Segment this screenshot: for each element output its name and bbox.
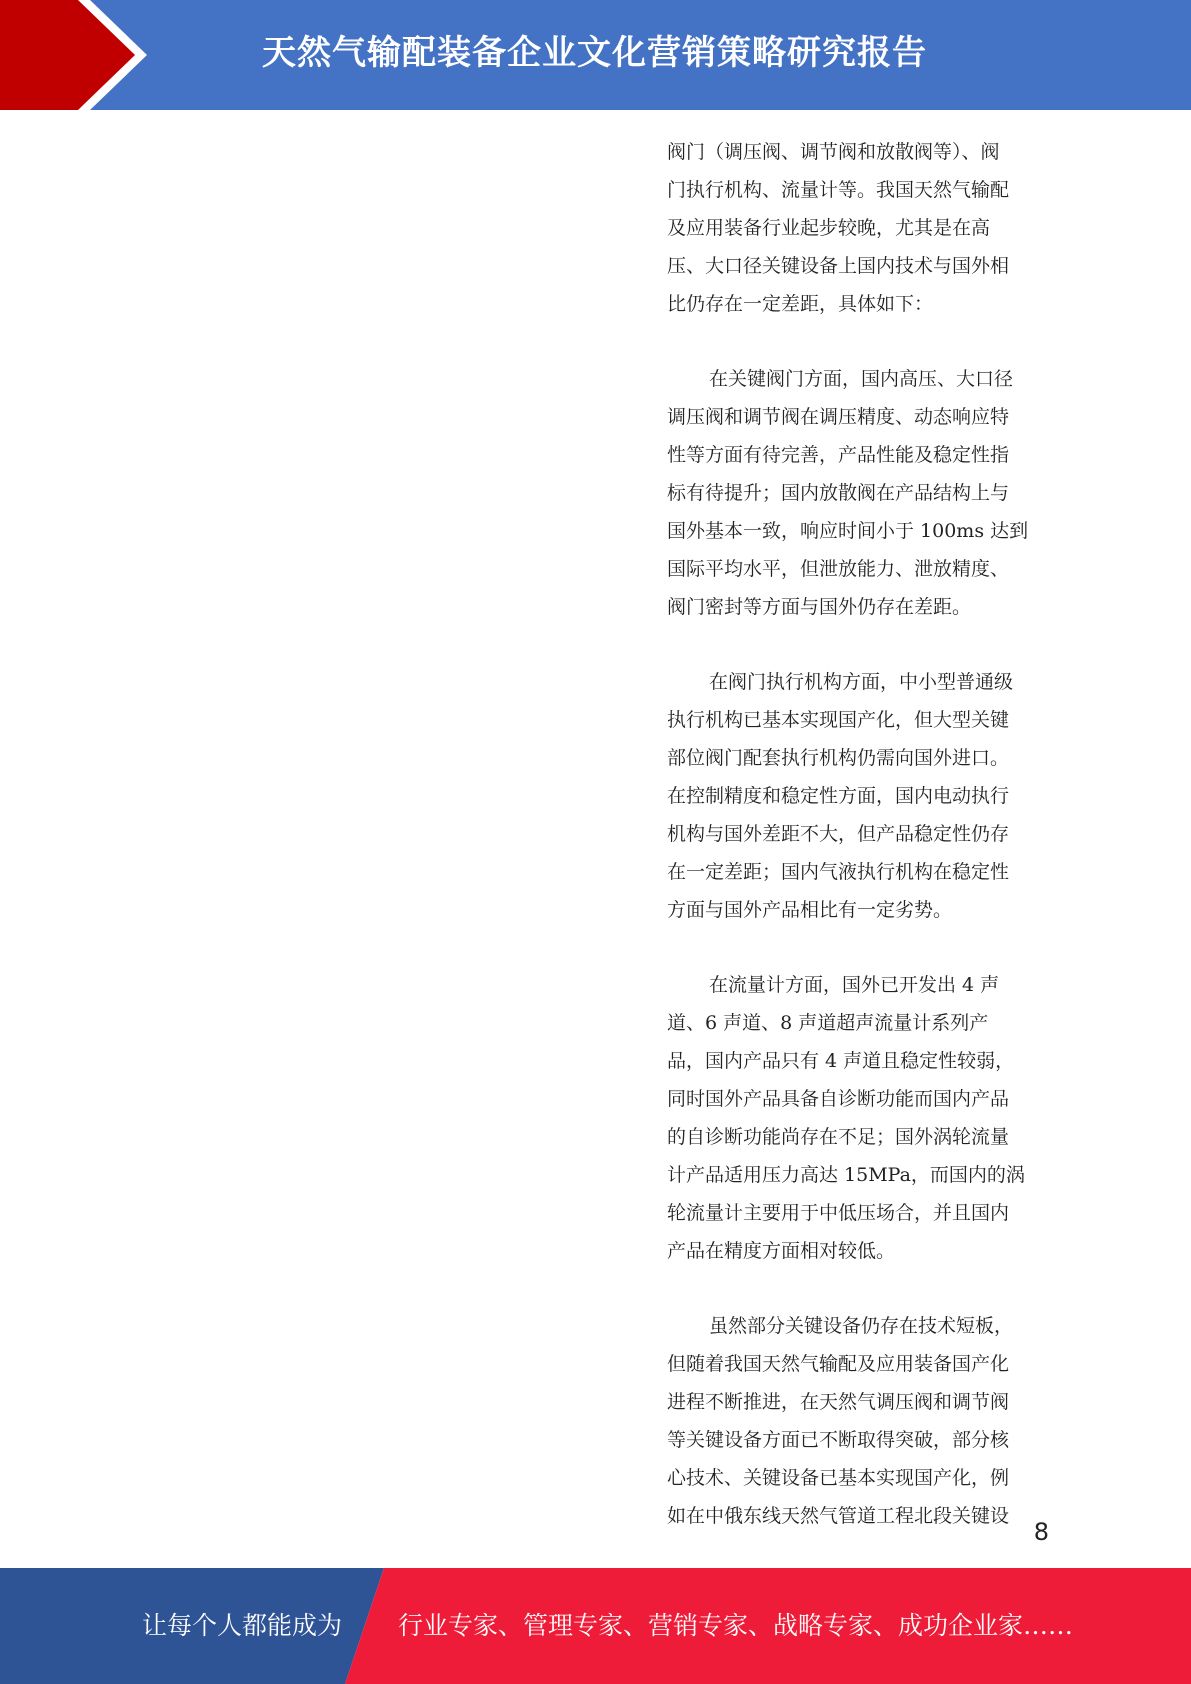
paragraph: [667, 360, 1059, 626]
paragraph: [667, 966, 1059, 1270]
text-line: 虽然部分关键设备仍存在技术短板，: [709, 1315, 1014, 1337]
text-line: 执行机构已基本实现国产化，但大型关键: [667, 709, 1010, 731]
paragraph: [667, 663, 1059, 929]
text-line: 机构与国外差距不大，但产品稳定性仍存: [667, 823, 1010, 845]
text-line: 调压阀和调节阀在调压精度、动态响应特: [667, 406, 1010, 428]
text-line: 品，国内产品只有 4 声道且稳定性较弱，: [667, 1050, 1015, 1072]
text-line: 阀门密封等方面与国外仍存在差距。: [667, 596, 972, 618]
footer-slogan-right: 行业专家、管理专家、营销专家、战略专家、成功企业家……: [398, 1611, 1074, 1640]
text-line: 产品在精度方面相对较低。: [667, 1240, 896, 1262]
body-text: [667, 133, 1059, 1572]
text-line: 在关键阀门方面，国内高压、大口径: [709, 368, 1014, 390]
text-line: 等关键设备方面已不断取得突破，部分核: [667, 1429, 1010, 1451]
text-line: 在控制精度和稳定性方面，国内电动执行: [667, 785, 1010, 807]
text-line: 的自诊断功能尚存在不足；国外涡轮流量: [667, 1126, 1010, 1148]
page-number: 8: [1033, 1518, 1049, 1546]
footer-slogan-left: 让每个人都能成为: [142, 1611, 343, 1640]
text-line: 进程不断推进，在天然气调压阀和调节阀: [667, 1391, 1010, 1413]
document-title: 天然气输配装备企业文化营销策略研究报告: [262, 33, 927, 73]
text-line: 方面与国外产品相比有一定劣势。: [667, 899, 953, 921]
paragraph: [667, 133, 1059, 323]
header-banner: [0, 0, 1191, 110]
text-line: 在流量计方面，国外已开发出 4 声: [709, 974, 1000, 996]
text-line: 压、大口径关键设备上国内技术与国外相: [667, 255, 1010, 277]
text-line: 标有待提升；国内放散阀在产品结构上与: [667, 482, 1010, 504]
text-line: 国际平均水平，但泄放能力、泄放精度、: [667, 558, 1010, 580]
text-line: 但随着我国天然气输配及应用装备国产化: [667, 1353, 1010, 1375]
chevron-arrow-icon: [0, 0, 160, 110]
text-line: 同时国外产品具备自诊断功能而国内产品: [667, 1088, 1010, 1110]
text-line: 阀门（调压阀、调节阀和放散阀等）、阀: [667, 141, 1000, 163]
text-line: 心技术、关键设备已基本实现国产化，例: [667, 1467, 1010, 1489]
text-line: 性等方面有待完善，产品性能及稳定性指: [667, 444, 1010, 466]
text-line: 部位阀门配套执行机构仍需向国外进口。: [667, 747, 1010, 769]
text-line: 门执行机构、流量计等。我国天然气输配: [667, 179, 1010, 201]
text-line: 道、6 声道、8 声道超声流量计系列产: [667, 1012, 989, 1034]
text-line: 国外基本一致，响应时间小于 100ms 达到: [667, 520, 1029, 542]
text-line: 如在中俄东线天然气管道工程北段关键设: [667, 1505, 1010, 1527]
text-line: 计产品适用压力高达 15MPa，而国内的涡: [667, 1164, 1025, 1186]
paragraph: [667, 1307, 1059, 1535]
text-line: 轮流量计主要用于中低压场合，并且国内: [667, 1202, 1010, 1224]
text-line: 比仍存在一定差距，具体如下：: [667, 293, 934, 315]
text-line: 在阀门执行机构方面，中小型普通级: [709, 671, 1014, 693]
text-line: 在一定差距；国内气液执行机构在稳定性: [667, 861, 1010, 883]
footer-banner: [0, 1568, 1191, 1684]
text-line: 及应用装备行业起步较晚，尤其是在高: [667, 217, 991, 239]
